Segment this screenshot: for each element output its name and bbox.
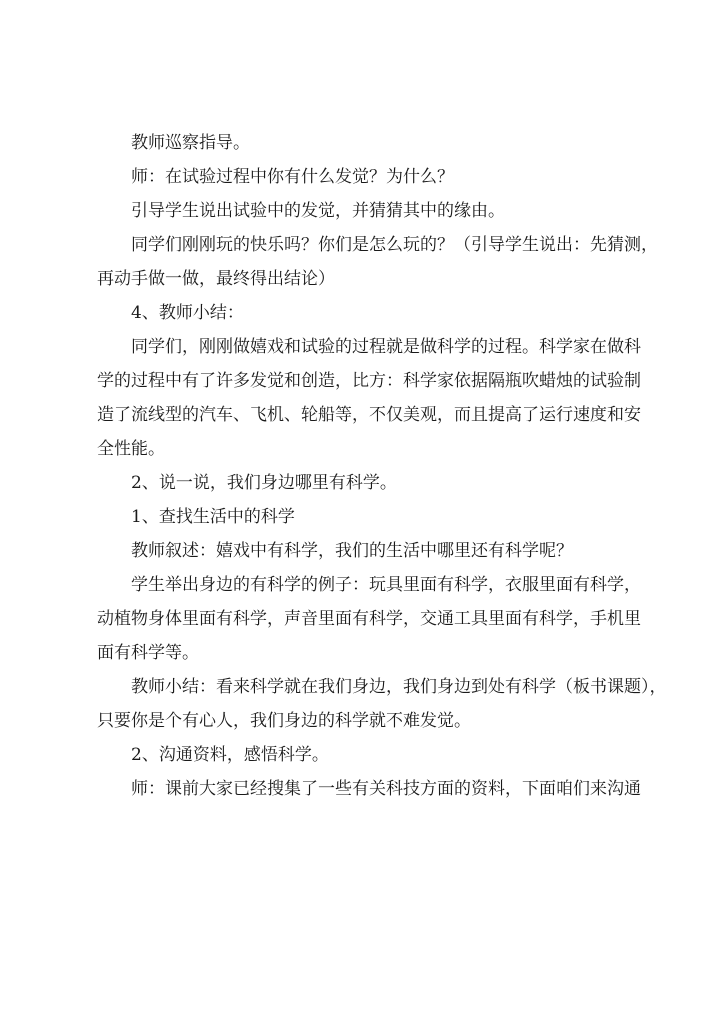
paragraph bbox=[97, 672, 667, 740]
paragraph bbox=[97, 332, 641, 468]
paragraph bbox=[97, 128, 637, 162]
text-line: 学生举出身边的有科学的例子：玩具里面有科学，衣服里面有科学， bbox=[131, 575, 641, 595]
paragraph bbox=[97, 536, 637, 570]
paragraph bbox=[97, 502, 637, 536]
text-line: 2、说一说，我们身边哪里有科学。 bbox=[131, 473, 397, 493]
paragraph bbox=[97, 774, 641, 808]
document-body bbox=[97, 128, 667, 808]
text-line: 再动手做一做，最终得出结论） bbox=[97, 269, 335, 289]
paragraph bbox=[97, 740, 637, 774]
paragraph bbox=[97, 230, 658, 298]
text-line: 学的过程中有了许多发觉和创造，比方：科学家依据隔瓶吹蜡烛的试验制 bbox=[97, 371, 641, 391]
paragraph bbox=[97, 570, 641, 672]
text-line: 4、教师小结： bbox=[131, 303, 244, 323]
text-line: 师：课前大家已经搜集了一些有关科技方面的资料，下面咱们来沟通 bbox=[131, 779, 641, 799]
text-line: 同学们，刚刚做嬉戏和试验的过程就是做科学的过程。科学家在做科 bbox=[131, 337, 641, 357]
text-line: 只要你是个有心人，我们身边的科学就不难发觉。 bbox=[97, 711, 471, 731]
text-line: 造了流线型的汽车、飞机、轮船等，不仅美观，而且提高了运行速度和安 bbox=[97, 405, 641, 425]
text-line: 教师巡察指导。 bbox=[131, 133, 250, 153]
paragraph bbox=[97, 298, 637, 332]
text-line: 全性能。 bbox=[97, 439, 165, 459]
text-line: 2、沟通资料，感悟科学。 bbox=[131, 745, 329, 765]
text-line: 师：在试验过程中你有什么发觉？为什么？ bbox=[131, 167, 454, 187]
paragraph bbox=[97, 468, 637, 502]
paragraph bbox=[97, 162, 637, 196]
text-line: 面有科学等。 bbox=[97, 643, 199, 663]
text-line: 同学们刚刚玩的快乐吗？你们是怎么玩的？（引导学生说出：先猜测， bbox=[131, 235, 658, 255]
text-line: 教师叙述：嬉戏中有科学，我们的生活中哪里还有科学呢？ bbox=[131, 541, 573, 561]
text-line: 动植物身体里面有科学，声音里面有科学，交通工具里面有科学，手机里 bbox=[97, 609, 641, 629]
text-line: 教师小结：看来科学就在我们身边，我们身边到处有科学（板书课题）， bbox=[131, 677, 667, 697]
text-line: 1、查找生活中的科学 bbox=[131, 507, 295, 527]
text-line: 引导学生说出试验中的发觉，并猜猜其中的缘由。 bbox=[131, 201, 505, 221]
paragraph bbox=[97, 196, 637, 230]
